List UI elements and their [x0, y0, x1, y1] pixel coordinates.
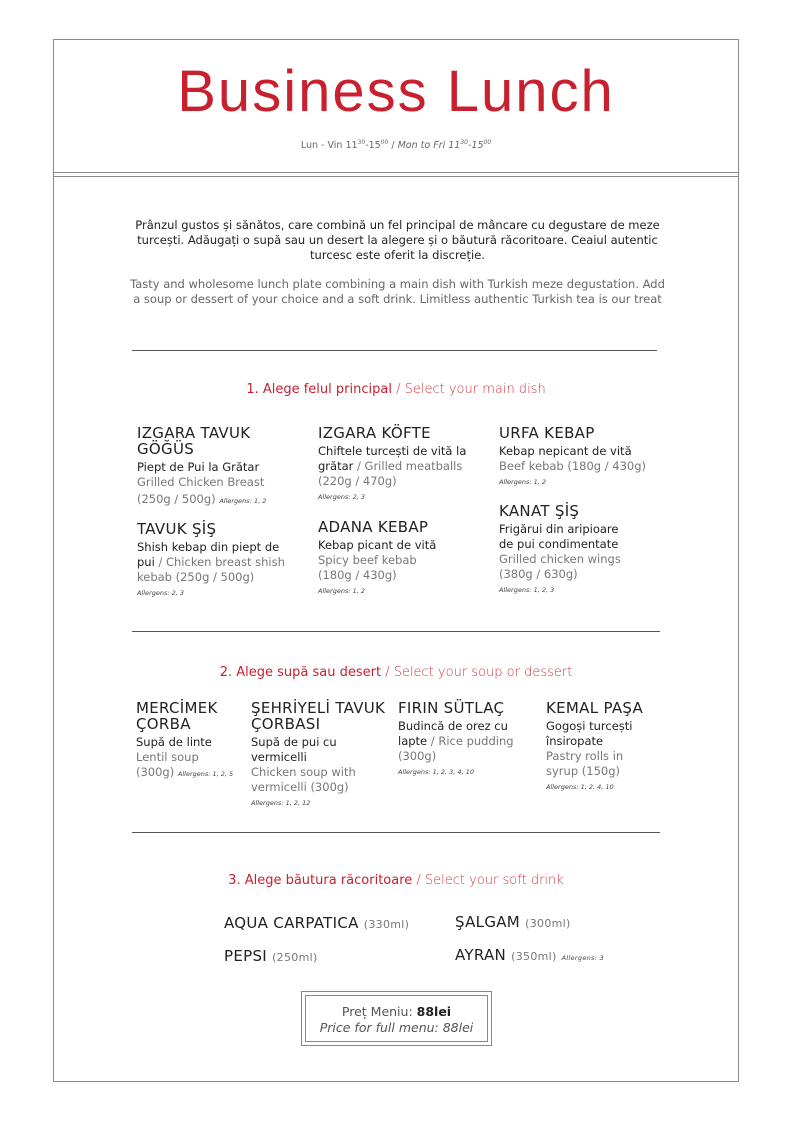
price-ro: Preț Meniu: 88lei: [341, 1004, 452, 1019]
drink-salgam: [455, 913, 571, 931]
drink-pepsi: [224, 947, 318, 965]
intro-en: Tasty and wholesome lunch plate combining a main dish with Turkish meze degustation. Add a soup or dessert of your choice and a soft drink. Limitless authentic Turkish tea is our treat: [130, 277, 665, 306]
drink-name: ŞALGAM: [455, 913, 521, 931]
opening-hours: Lun - Vin $11^{30}-15^{00}$ / Mon to Fri $11^{30}-15^{00}$: [300, 139, 492, 151]
price-box-inner: [305, 995, 488, 1042]
divider: [132, 832, 660, 833]
drink-volume: (330ml): [363, 918, 410, 931]
dish-ro: Supă de linte: [136, 735, 212, 749]
dish-ro: Kebap picant de vită: [318, 538, 437, 552]
dish-allergens: Allergens: 1, 2, 12: [251, 799, 311, 807]
dish-ro: Piept de Pui la Grătar: [137, 460, 260, 474]
dish-name: TAVUK ŞİŞ: [137, 520, 217, 538]
dish-allergens: Allergens: 2, 3: [137, 589, 185, 597]
dish-allergens: Allergens: 1, 2, 3, 4, 10: [398, 768, 474, 776]
price-en: Price for full menu: 88lei: [319, 1020, 474, 1035]
dish-en: Spicy beef kebab (180g / 430g): [318, 553, 417, 582]
dish-ro: Supă de pui cu vermicelli: [251, 735, 337, 764]
dish-name: ADANA KEBAP: [318, 518, 429, 536]
dish-allergens: Allergens: 1, 2: [318, 587, 366, 595]
dish-en: Chicken soup with vermicelli (300g): [251, 765, 356, 794]
dish-allergens: Allergens: 1, 2, 3: [499, 586, 555, 594]
dish-kemal-pasa: [546, 700, 666, 791]
drink-volume: (350ml): [511, 950, 557, 963]
dish-desc: Budincă de orez cu lapte / Rice pudding (300g): [398, 719, 514, 763]
intro-ro: Prânzul gustos și sănătos, care combină un fel principal de mâncare cu degustare de meze turcești. Adăugați o supă sau un desert la alegere și o băutură răcoritoare. Ceaiul autentic turcesc este oferit la discreție.: [135, 218, 660, 262]
section-main-heading: 1. Alege felul principal / Select your main dish: [246, 382, 546, 397]
dish-en: Grilled chicken wings (380g / 630g): [499, 552, 621, 581]
dish-en: Pastry rolls in syrup (150g): [546, 749, 624, 778]
dish-firin-sutlac: [398, 700, 533, 776]
dish-name: MERCİMEK ÇORBA: [136, 699, 218, 733]
dish-sehriyeli: [251, 700, 391, 807]
dish-en: Grilled Chicken Breast: [137, 475, 265, 489]
dish-tavuk-sis: [137, 521, 297, 597]
drink-ayran: [455, 946, 604, 964]
page-title: Business Lunch: [177, 59, 615, 124]
dish-ro: Kebap nepicant de vită: [499, 444, 632, 458]
drink-allergens: Allergens: 3: [561, 954, 605, 962]
dish-name: IZGARA TAVUK GÖĞÜS: [137, 424, 251, 458]
drink-aqua-carpatica: [224, 914, 409, 932]
dish-kanat-sis: [499, 503, 634, 594]
dish-desc: Shish kebap din piept de pui / Chicken breast shish kebab (250g / 500g): [137, 540, 285, 584]
dish-ro: Frigărui din aripioare de pui condimentate: [499, 522, 619, 551]
dish-weight: (250g / 500g) Allergens: 1, 2: [137, 492, 267, 506]
price-box: [301, 991, 492, 1046]
dish-name: ŞEHRİYELİ TAVUK ÇORBASI: [251, 699, 386, 733]
drink-volume: (250ml): [272, 951, 318, 964]
dish-adana-kebap: [318, 519, 478, 595]
section-drink-heading: 3. Alege băutura răcoritoare / Select your soft drink: [228, 873, 564, 888]
dish-name: KEMAL PAŞA: [546, 699, 644, 717]
drink-name: AYRAN: [455, 946, 507, 964]
dish-allergens: Allergens: 1, 2: [499, 478, 547, 486]
dish-allergens: Allergens: 2, 3: [318, 493, 366, 501]
dish-allergens: Allergens: 1, 2, 4, 10: [546, 783, 614, 791]
drink-volume: (300ml): [525, 917, 571, 930]
dish-name: KANAT ŞİŞ: [499, 502, 580, 520]
dish-ro: Gogoși turcești însiropate: [546, 719, 633, 748]
header-rule-2: [53, 176, 739, 177]
dish-en: Lentil soup: [136, 750, 199, 764]
dish-izgara-kofte: [318, 425, 478, 501]
dish-izgara-tavuk: [137, 425, 297, 509]
drink-name: AQUA CARPATICA: [224, 914, 359, 932]
dish-desc: Chiftele turcești de vită la grătar / Grilled meatballs (220g / 470g): [318, 444, 467, 488]
section-soup-heading: 2. Alege supă sau desert / Select your soup or dessert: [219, 665, 573, 680]
divider: [132, 350, 657, 351]
dish-name: URFA KEBAP: [499, 424, 595, 442]
dish-name: FIRIN SÜTLAÇ: [398, 699, 505, 717]
divider: [132, 631, 660, 632]
drink-name: PEPSI: [224, 947, 268, 965]
dish-urfa-kebap: [499, 425, 659, 486]
dish-mercimek: [136, 700, 246, 782]
dish-name: IZGARA KÖFTE: [318, 424, 431, 442]
header-rule-1: [53, 172, 739, 173]
dish-en: Beef kebab (180g / 430g): [499, 459, 647, 473]
dish-weight: (300g) Allergens: 1, 2, 5: [136, 765, 234, 779]
